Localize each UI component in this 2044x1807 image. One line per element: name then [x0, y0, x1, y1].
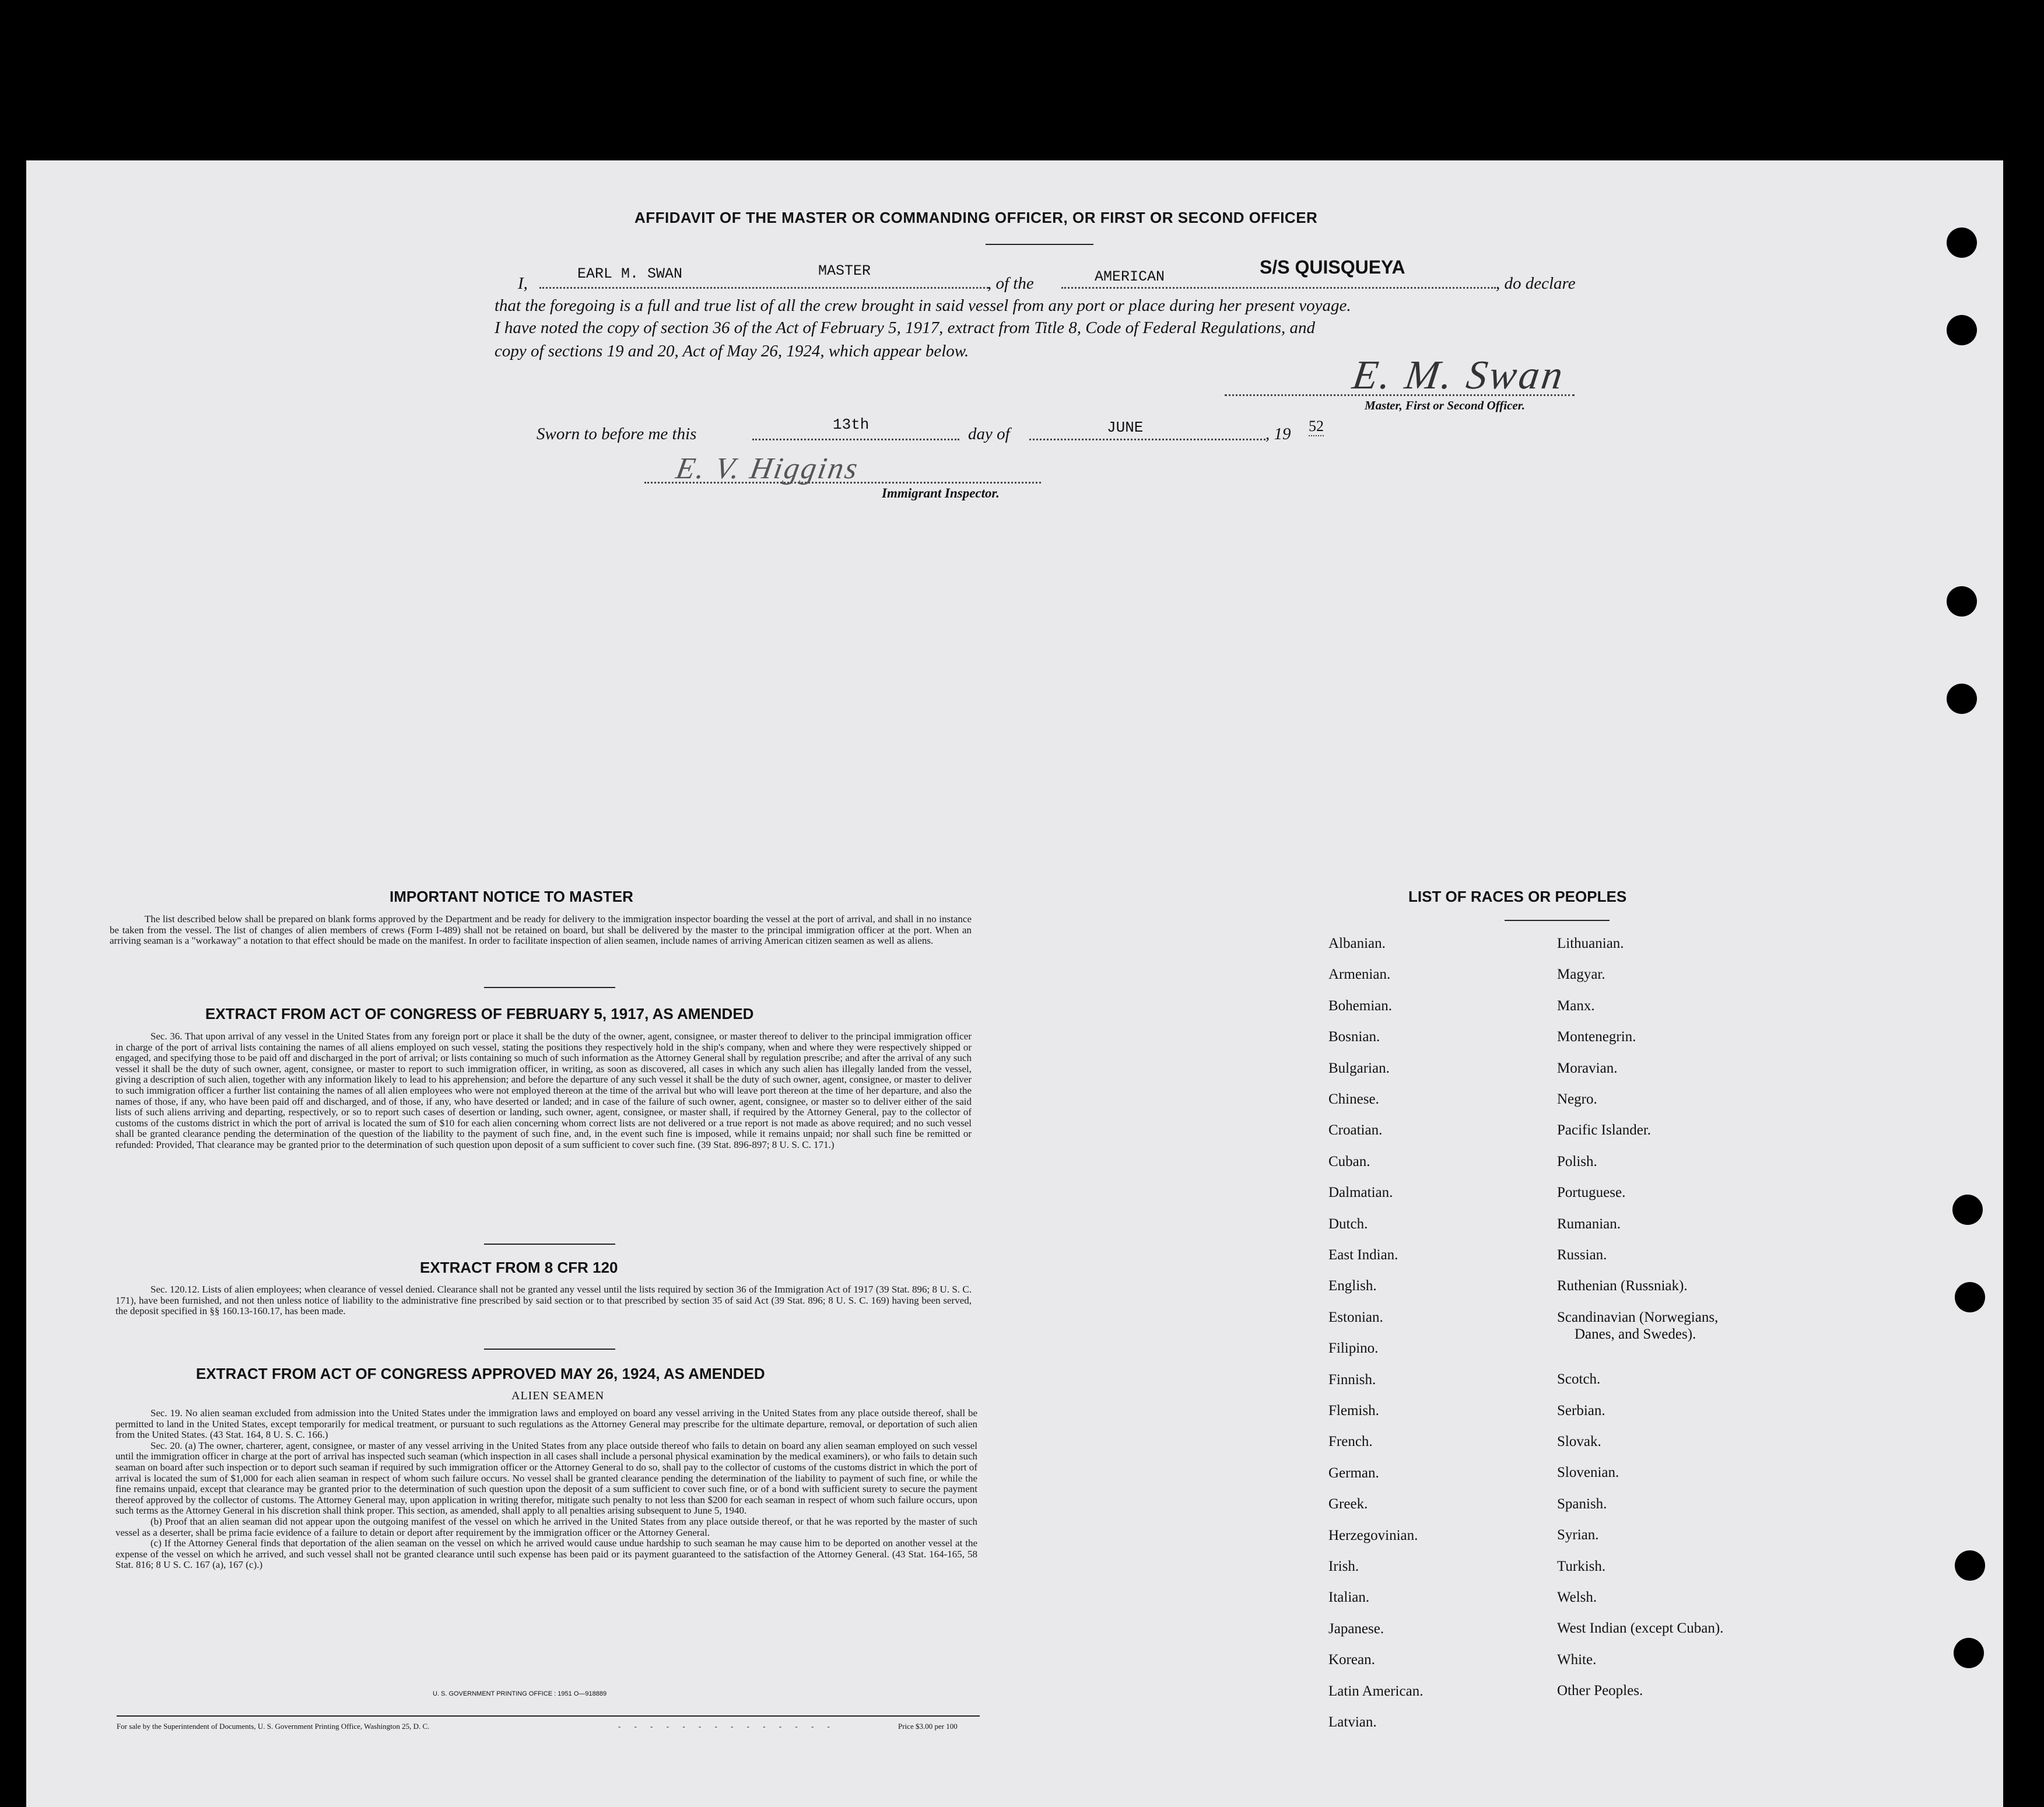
race-item: Bosnian.: [1328, 1029, 1380, 1045]
master-signature: E. M. Swan: [1349, 353, 1568, 398]
master-caption: Master, First or Second Officer.: [1365, 398, 1525, 412]
race-item: Ruthenian (Russniak).: [1557, 1278, 1688, 1294]
race-item: Serbian.: [1557, 1402, 1605, 1419]
race-item: Filipino.: [1328, 1340, 1379, 1357]
race-item: Slovenian.: [1557, 1465, 1619, 1481]
extract-cfr-title: EXTRACT FROM 8 CFR 120: [420, 1259, 618, 1276]
race-item: English.: [1328, 1278, 1377, 1294]
affidavit-line-2: that the foregoing is a full and true list of all the crew brought in said vessel from any port or place during her present voyage.: [495, 296, 1351, 315]
race-item: Russian.: [1557, 1247, 1607, 1263]
divider: [484, 987, 615, 988]
race-item: West Indian (except Cuban).: [1557, 1620, 1724, 1637]
race-item: Cuban.: [1328, 1153, 1370, 1169]
vessel-nationality: AMERICAN: [1095, 268, 1165, 285]
divider: [484, 1244, 615, 1245]
race-item: Scotch.: [1557, 1371, 1601, 1388]
races-title: LIST OF RACES OR PEOPLES: [1408, 888, 1627, 905]
race-item: German.: [1328, 1465, 1379, 1481]
race-item: Manx.: [1557, 997, 1595, 1014]
sworn-month: JUNE: [1107, 419, 1144, 436]
race-item: Lithuanian.: [1557, 936, 1624, 951]
race-item: Slovak.: [1557, 1434, 1601, 1449]
punch-hole: [1952, 1195, 1983, 1225]
do-declare-text: , do declare: [1496, 274, 1576, 293]
extract-1917-text: [115, 1031, 972, 1151]
race-item: Other Peoples.: [1557, 1683, 1643, 1699]
race-item: Chinese.: [1328, 1091, 1379, 1107]
race-item: Dalmatian.: [1328, 1185, 1393, 1201]
race-item: Danes, and Swedes).: [1575, 1326, 1696, 1342]
leader-dots: - - - - - - - - - - - - - -: [618, 1722, 836, 1731]
race-item: Welsh.: [1557, 1589, 1597, 1605]
race-item: Turkish.: [1557, 1558, 1606, 1574]
punch-hole: [1955, 1282, 1985, 1312]
notice-paragraph: The list described below shall be prepared on blank forms approved by the Department and be ready for delivery to the immigration inspector boarding the vessel at the port of arrival, and shall in no instance be taken from the vessel. The list of changes of alien members of crews (Form I-489) shall not be retained on board, but shall be delivered by the master to the principal immigration officer at the port. When an arriving seaman is a "workaway" a notation to that effect should be made on the manifest. In order to facilitate inspection of alien seamen, include names of arriving American citizen seamen as well as aliens.: [110, 913, 972, 947]
day-of-text: day of: [968, 425, 1010, 443]
race-item: Flemish.: [1328, 1403, 1379, 1419]
race-item: Herzegovinian.: [1328, 1527, 1418, 1543]
punch-hole: [1947, 684, 1977, 714]
race-item: Armenian.: [1328, 966, 1391, 983]
punch-hole: [1947, 315, 1977, 345]
race-item: Japanese.: [1328, 1620, 1384, 1637]
master-name: EARL M. SWAN: [577, 265, 683, 282]
race-item: Dutch.: [1328, 1216, 1368, 1232]
affidavit-line-4: copy of sections 19 and 20, Act of May 26, 1924, which appear below.: [495, 342, 969, 360]
race-item: Finnish.: [1328, 1371, 1376, 1388]
affidavit-title: AFFIDAVIT OF THE MASTER OR COMMANDING OFFICER, OR FIRST OR SECOND OFFICER: [634, 209, 1318, 226]
punch-hole: [1947, 227, 1977, 258]
divider: [1505, 920, 1610, 921]
punch-hole: [1954, 1638, 1984, 1668]
race-item: Magyar.: [1557, 966, 1605, 983]
race-item: Italian.: [1328, 1589, 1370, 1606]
race-item: French.: [1328, 1434, 1373, 1450]
race-item: Polish.: [1557, 1153, 1597, 1169]
extract-1924-subtitle: ALIEN SEAMEN: [511, 1389, 605, 1402]
inspector-signature: E. V. Higgins: [673, 452, 862, 485]
extract-cfr-text: [115, 1284, 972, 1317]
race-item: Negro.: [1557, 1091, 1597, 1107]
sec-20c-paragraph: (c) If the Attorney General finds that deportation of the alien seaman on the vessel on which he arrived would cause undue hardship to such seaman he may cause him to be deported on another vessel at the expense of the vessel on which he arrived, and such vessel shall not be granted clearance until such expense has been paid or its payment guaranteed to the satisfaction of the Attorney General. (43 Stat. 164-165, 58 Stat. 816; 8 U S. C. 167 (a), 167 (c).): [115, 1538, 977, 1571]
race-item: Korean.: [1328, 1652, 1375, 1668]
name-line: [539, 287, 988, 289]
affidavit-prefix-i: I,: [518, 274, 528, 293]
printing-office-note: U. S. GOVERNMENT PRINTING OFFICE : 1951 O—918889: [433, 1690, 607, 1697]
race-item: Portuguese.: [1557, 1185, 1626, 1201]
race-item: Irish.: [1328, 1559, 1359, 1574]
divider: [484, 1349, 615, 1350]
race-item: Bulgarian.: [1328, 1060, 1390, 1076]
notice-title: IMPORTANT NOTICE TO MASTER: [390, 888, 633, 905]
extract-cfr-paragraph: Sec. 120.12. Lists of alien employees; when clearance of vessel denied. Clearance shall not be granted any vessel until the lists required by section 36 of the Immigration Act of 1917 (39 Stat. 896; 8 U. S. C. 171), have been furnished, and not then unless notice of liability to the administrative fine prescribed by said section or to that prescribed by section 35 of said Act (39 Stat. 896; 8 U. S. C. 169) having been served, the deposit specified in §§ 160.13-160.17, has been made.: [115, 1284, 972, 1317]
notice-text: [110, 914, 972, 947]
race-item: Syrian.: [1557, 1527, 1599, 1543]
vessel-name: S/S QUISQUEYA: [1260, 257, 1405, 278]
year-suffix: 52: [1309, 418, 1324, 436]
footer-rule: [117, 1715, 980, 1717]
affidavit-line-3: I have noted the copy of section 36 of the Act of February 5, 1917, extract from Title 8, Code of Federal Regulations, and: [495, 318, 1316, 337]
vessel-line: [1061, 287, 1496, 289]
punch-hole: [1947, 586, 1977, 617]
sale-text: For sale by the Superintendent of Documents, U. S. Government Printing Office, Washington 25, D. C.: [117, 1722, 430, 1731]
race-item: Latvian.: [1328, 1714, 1377, 1730]
sworn-day: 13th: [833, 416, 870, 433]
race-item: Scandinavian (Norwegians,: [1557, 1309, 1719, 1325]
race-item: Estonian.: [1328, 1309, 1383, 1325]
of-the-text: , of the: [987, 274, 1034, 293]
race-item: Montenegrin.: [1557, 1029, 1636, 1045]
sec-20a-paragraph: Sec. 20. (a) The owner, charterer, agent, consignee, or master of any vessel arriving in the United States from any place outside thereof who fails to detain on board any alien seaman employed on such vessel until the immigration officer in charge at the port of arrival has inspected such seaman (which inspection in all cases shall include a personal physical examination by the medical examiners), or who fails to detain such seaman on board after such inspection or to deport such seaman if required by such immigration officer or the Attorney General to do so, shall pay to the collector of customs of the customs district in which the port of arrival is located the sum of $1,000 for each alien seaman in respect of whom such failure occurs. No vessel shall be granted clearance pending the determination of the liability to payment of such fine, or while the fine remains unpaid, except that clearance may be granted prior to the determination of such question upon the deposit of a sum sufficient to cover such fine, or of a bond with sufficient surety to secure the payment thereof approved by the collector of customs. The Attorney General may, upon application in writing therefor, mitigate such penalty to not less than $200 for each seaman in respect of whom such failure occurs, upon such terms as the Attorney General in his discretion shall think proper. This section, as amended, shall apply to all penalties arising subsequent to June 5, 1940.: [115, 1440, 977, 1517]
master-rank: MASTER: [818, 262, 871, 279]
year-prefix: , 19: [1265, 425, 1291, 443]
race-item: Albanian.: [1328, 936, 1386, 951]
race-item: Latin American.: [1328, 1683, 1424, 1699]
sec-20b-paragraph: (b) Proof that an alien seaman did not appear upon the outgoing manifest of the vessel on which he arrived in the United States from any place outside thereof, or that he was reported by the master of such vessel as a deserter, shall be prima facie evidence of a failure to detain or deport after requirement by the immigration officer or the Attorney General.: [115, 1515, 977, 1538]
divider: [986, 244, 1093, 245]
extract-1917-title: EXTRACT FROM ACT OF CONGRESS OF FEBRUARY 5, 1917, AS AMENDED: [205, 1005, 754, 1022]
punch-hole: [1955, 1550, 1985, 1581]
race-item: Bohemian.: [1328, 997, 1393, 1014]
race-item: Spanish.: [1557, 1496, 1607, 1512]
extract-1924-title: EXTRACT FROM ACT OF CONGRESS APPROVED MAY 26, 1924, AS AMENDED: [196, 1365, 765, 1382]
race-item: Pacific Islander.: [1557, 1122, 1652, 1139]
extract-1917-paragraph: Sec. 36. That upon arrival of any vessel in the United States from any foreign port or place it shall be the duty of the owner, agent, consignee, or master thereof to deliver to the principal immigration officer in charge of the port of arrival lists containing the names of all aliens employed on such vessel, stating the positions they respectively hold in the ship's company, when and where they were respectively shipped or engaged, and specifying those to be paid off and discharged in the port of arrival; or lists containing so much of such information as the Attorney General shall by regulation prescribe; and after the arrival of any such vessel it shall be the duty of such owner, agent, consignee, or master to report to such immigration officer, in writing, as soon as discovered, all cases in which any such alien has illegally landed from the vessel, giving a description of such alien, together with any information likely to lead to his apprehension; and before the departure of any such vessel it shall be the duty of such owner, agent, consignee, or master to deliver to such immigration officer a further list containing the names of all alien employees who were not employed thereon at the time of the arrival but who will leave port thereon at the time of her departure, and also the names of those, if any, who have been paid off and discharged, and of those, if any, who have deserted or landed; and in case of the failure of such owner, agent, consignee, or master so to deliver either of the said lists of such aliens arriving and departing, respectively, or so to report such cases of desertion or landing, such owner, agent, consignee, or master shall, if required by the Attorney General, pay to the collector of customs of the customs district in which the port of arrival is located the sum of $10 for each alien concerning whom correct lists are not delivered or a true report is not made as above required; and no such vessel shall be granted clearance pending the determination of the question of the liability to the payment of such fine, and, in the event such fine is imposed, while it remains unpaid; nor shall such fine be remitted or refunded: Provided, That clearance may be granted prior to the determination of such question upon deposit of a sum sufficient to cover such fine. (39 Stat. 896-897; 8 U. S. C. 171.): [115, 1031, 972, 1150]
race-item: Rumanian.: [1557, 1216, 1621, 1232]
day-line: [752, 439, 959, 440]
extract-1924-text: [115, 1408, 977, 1571]
sec-19-paragraph: Sec. 19. No alien seaman excluded from admission into the United States under the immigration laws and employed on board any vessel arriving in the United States from any place outside thereof, shall be permitted to land in the United States, except temporarily for medical treatment, or pursuant to such regulations as the Attorney General may prescribe for the ultimate departure, removal, or deportation of such alien from the United States. (43 Stat. 164, 8 U. S. C. 166.): [115, 1407, 977, 1441]
sworn-prefix: Sworn to before me this: [537, 425, 697, 443]
race-item: Moravian.: [1557, 1060, 1618, 1076]
price-text: Price $3.00 per 100: [898, 1722, 958, 1731]
race-item: Croatian.: [1328, 1122, 1383, 1139]
race-item: Greek.: [1328, 1496, 1368, 1512]
race-item: White.: [1557, 1651, 1597, 1668]
inspector-caption: Immigrant Inspector.: [882, 486, 1000, 500]
race-item: East Indian.: [1328, 1247, 1398, 1263]
month-line: [1029, 439, 1265, 440]
